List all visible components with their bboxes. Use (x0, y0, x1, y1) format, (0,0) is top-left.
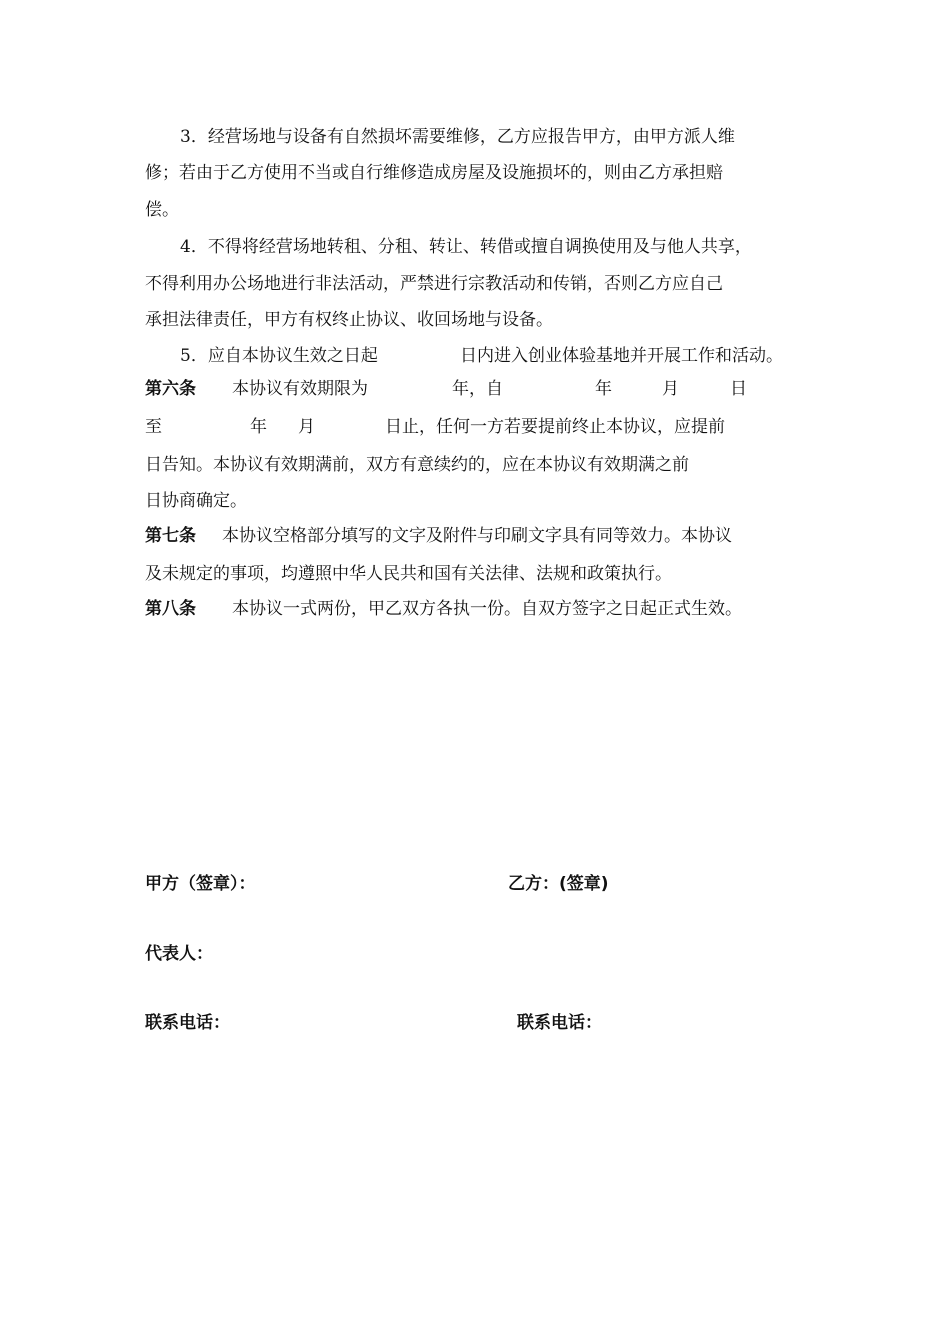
item4-line2: 不得利用办公场地进行非法活动，严禁进行宗教活动和传销，否则乙方应自己 (145, 274, 723, 294)
article6-heading: 第六条 (145, 379, 196, 399)
party-b-phone-label: 联系电话： (517, 1013, 602, 1033)
article8-heading: 第八条 (145, 599, 196, 619)
article6-to: 至 (145, 417, 162, 437)
article7-heading: 第七条 (145, 526, 196, 546)
article6-end-day-notice: 日止，任何一方若要提前终止本协议，应提前 (385, 417, 725, 437)
article7-line1: 本协议空格部分填写的文字及附件与印刷文字具有同等效力。本协议 (222, 526, 732, 546)
item5-part2: 日内进入创业体验基地并开展工作和活动。 (460, 346, 783, 366)
article6-end-month: 月 (298, 417, 315, 437)
article6-line4: 日协商确定。 (145, 491, 247, 511)
item3-line1: 3．经营场地与设备有自然损坏需要维修，乙方应报告甲方，由甲方派人维 (180, 127, 735, 147)
article7-line2: 及未规定的事项，均遵照中华人民共和国有关法律、法规和政策执行。 (145, 564, 672, 584)
article6-start-month: 月 (662, 379, 679, 399)
article6-term-label: 本协议有效期限为 (232, 379, 368, 399)
article6-year-from: 年，自 (452, 379, 503, 399)
article6-line3: 日告知。本协议有效期满前，双方有意续约的，应在本协议有效期满之前 (145, 455, 689, 475)
item4-line3: 承担法律责任，甲方有权终止协议、收回场地与设备。 (145, 310, 553, 330)
party-a-phone-label: 联系电话： (145, 1013, 230, 1033)
representative-label: 代表人： (145, 944, 213, 964)
article6-end-year: 年 (250, 417, 267, 437)
article6-start-year: 年 (595, 379, 612, 399)
item4-line1: 4．不得将经营场地转租、分租、转让、转借或擅自调换使用及与他人共享， (180, 237, 752, 257)
article6-start-day: 日 (730, 379, 747, 399)
item3-line2: 修；若由于乙方使用不当或自行维修造成房屋及设施损坏的，则由乙方承担赔 (145, 163, 723, 183)
item5-part1: 5．应自本协议生效之日起 (180, 346, 378, 366)
item3-line3: 偿。 (145, 200, 179, 220)
party-a-signature-label: 甲方（签章）： (145, 874, 256, 894)
article8-text: 本协议一式两份，甲乙双方各执一份。自双方签字之日起正式生效。 (232, 599, 742, 619)
party-b-signature-label: 乙方：(签章) (508, 874, 609, 894)
